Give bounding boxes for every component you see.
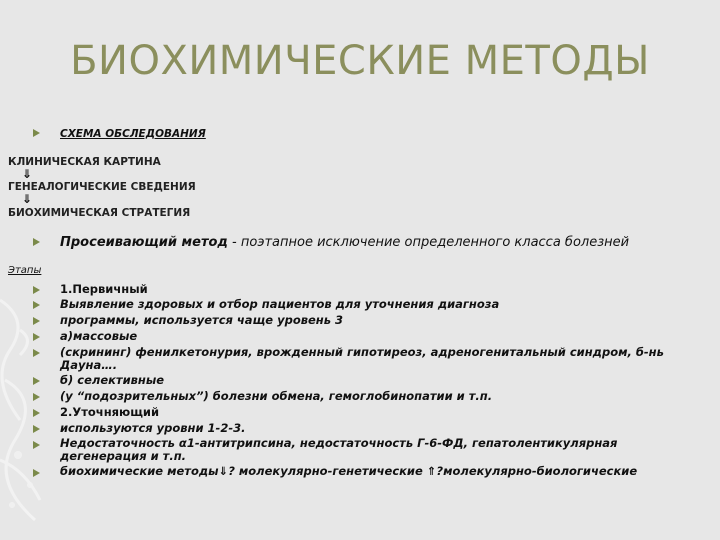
bullet-icon (33, 238, 40, 246)
schema-label: СХЕМА ОБСЛЕДОВАНИЯ (60, 128, 206, 140)
list-item-continuation: Дауна…. (60, 358, 118, 372)
slide-title: БИОХИМИЧЕСКИЕ МЕТОДЫ (70, 38, 650, 84)
bullet-icon (33, 129, 40, 137)
double-down-arrow-icon: ⇓ (22, 167, 33, 181)
list-item: (скрининг) фенилкетонурия, врожденный гипотиреоз, адреногенитальный синдром, б-нь (60, 345, 664, 359)
list-item: 1.Первичный (60, 282, 148, 296)
sieve-method-description: - поэтапное исключение определенного класса болезней (227, 235, 630, 250)
list-item: а)массовые (60, 329, 138, 343)
bullet-icon (33, 349, 40, 357)
list-item: Недостаточность α1-антитрипсина, недостаточность Г-6-ФД, гепатолентикулярная (60, 436, 618, 450)
bullet-icon (33, 286, 40, 294)
list-item: программы, используется чаще уровень 3 (60, 313, 344, 327)
flow-step-clinical: КЛИНИЧЕСКАЯ КАРТИНА (8, 156, 161, 168)
list-item: 2.Уточняющий (60, 405, 160, 419)
stages-label: Этапы (8, 265, 42, 276)
list-item: (у “подозрительных”) болезни обмена, гемоглобинопатии и т.п. (60, 389, 493, 403)
sieve-method-term: Просеивающий метод (60, 235, 228, 250)
list-item: Выявление здоровых и отбор пациентов для уточнения диагноза (60, 297, 500, 311)
bullet-icon (33, 441, 40, 449)
bullet-icon (33, 409, 40, 417)
list-item-continuation: дегенерация и т.п. (60, 449, 187, 463)
bullet-icon (33, 301, 40, 309)
sieve-method-line (60, 235, 629, 250)
list-item: биохимические методы⇓? молекулярно-генетические ⇑?молекулярно-биологические (60, 464, 638, 478)
flow-step-genealogical: ГЕНЕАЛОГИЧЕСКИЕ СВЕДЕНИЯ (8, 181, 196, 193)
double-down-arrow-icon: ⇓ (22, 192, 33, 206)
bullet-icon (33, 393, 40, 401)
bullet-icon (33, 377, 40, 385)
bullet-icon (33, 469, 40, 477)
bullet-icon (33, 425, 40, 433)
bullet-icon (33, 317, 40, 325)
flow-step-biochemical: БИОХИМИЧЕСКАЯ СТРАТЕГИЯ (8, 207, 191, 219)
bullet-icon (33, 333, 40, 341)
list-item: б) селективные (60, 373, 165, 387)
list-item: используются уровни 1-2-3. (60, 421, 246, 435)
